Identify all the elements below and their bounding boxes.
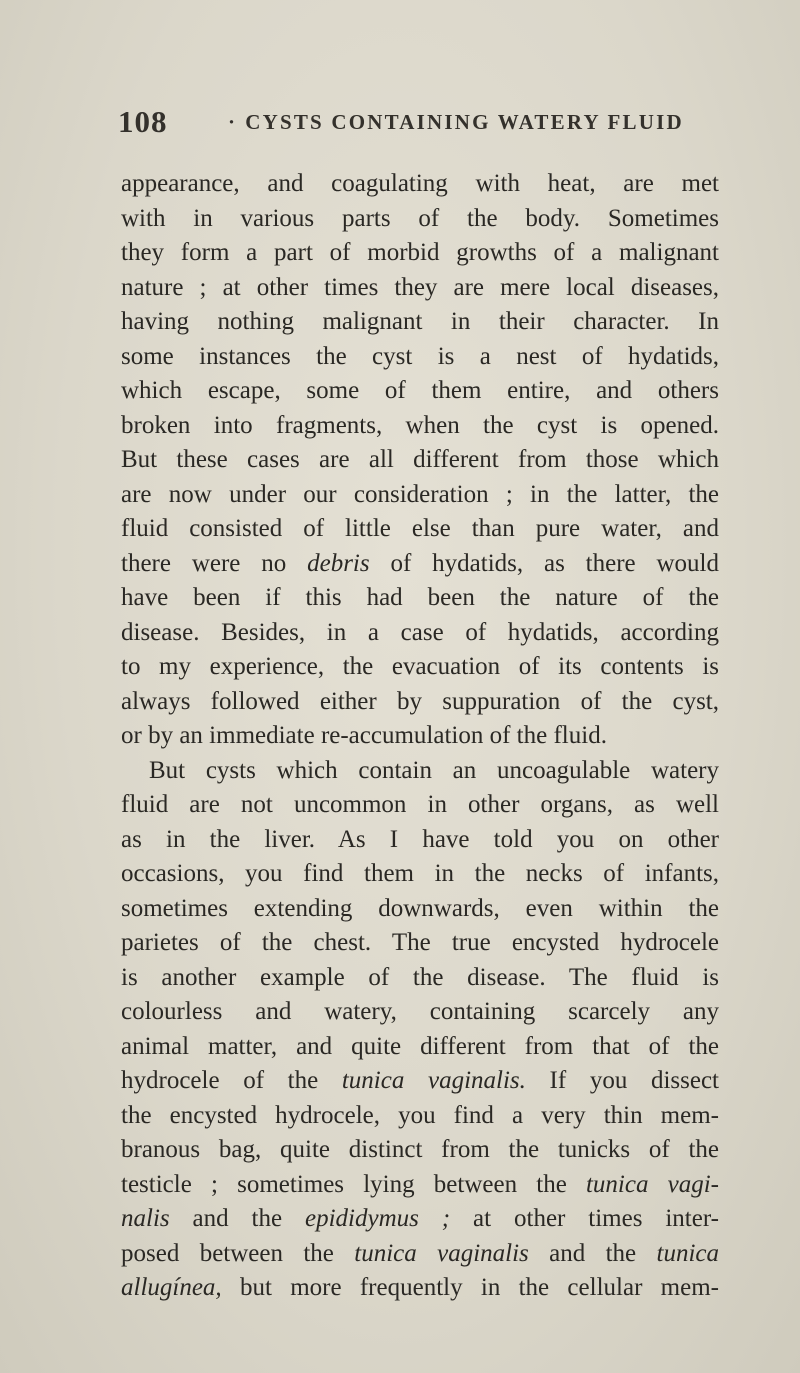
text-span: but more frequently in the cellular mem-	[221, 1274, 719, 1301]
running-title-text: CYSTS CONTAINING WATERY FLUID	[245, 110, 684, 134]
text-line	[121, 892, 719, 927]
text-span: is another example of the disease. The fluid is	[121, 963, 719, 991]
text-span: of hydatids, as there would	[369, 549, 719, 577]
italic-text: tunica vagi-	[585, 1170, 720, 1198]
text-line	[121, 1099, 719, 1134]
text-span: are now under our consideration ; in the latter, the	[121, 480, 719, 508]
text-span: branous bag, quite distinct from the tunicks of the	[121, 1136, 719, 1163]
text-line	[121, 512, 719, 547]
text-line	[121, 236, 719, 271]
text-line	[121, 1133, 719, 1168]
text-span: and the	[169, 1205, 306, 1232]
text-line	[121, 271, 719, 306]
text-span: some instances the cyst is a nest of hydatids,	[121, 342, 719, 370]
text-span: they form a part of morbid growths of a malignant	[121, 239, 719, 266]
text-span: always followed either by suppuration of the cyst,	[121, 687, 719, 715]
page-number: 108	[118, 104, 168, 139]
body-text	[121, 167, 719, 1306]
text-line	[121, 340, 719, 375]
italic-text: tunica	[656, 1239, 719, 1267]
text-span: occasions, you find them in the necks of infants,	[121, 860, 719, 887]
text-line	[121, 443, 719, 478]
italic-text: debris	[307, 549, 370, 577]
text-span: disease. Besides, in a case of hydatids, according	[121, 618, 719, 646]
text-span: or by an immediate re-accumulation of the fluid.	[121, 722, 607, 749]
text-line	[121, 788, 719, 823]
text-line	[121, 1237, 719, 1272]
text-line	[121, 926, 719, 961]
text-line	[121, 202, 719, 237]
text-span: fluid are not uncommon in other organs, as well	[121, 791, 719, 818]
text-line	[121, 754, 719, 789]
text-line	[121, 650, 719, 685]
text-span: fluid consisted of little else than pure water, and	[121, 515, 719, 542]
text-line	[121, 961, 719, 996]
text-span: have been if this had been the nature of the	[121, 584, 719, 611]
text-span: with in various parts of the body. Sometimes	[121, 204, 719, 232]
text-span: as in the liver. As I have told you on other	[121, 825, 719, 853]
header-mark: ·	[228, 110, 238, 134]
text-span: testicle ; sometimes lying between the	[121, 1170, 586, 1198]
text-span: having nothing malignant in their character. In	[121, 308, 719, 335]
text-line	[121, 478, 719, 513]
text-line	[121, 167, 719, 202]
text-span: which escape, some of them entire, and others	[121, 377, 719, 404]
text-line	[121, 409, 719, 444]
text-line	[121, 823, 719, 858]
text-span: appearance, and coagulating with heat, are met	[121, 170, 719, 197]
text-span: colourless and watery, containing scarcely any	[121, 998, 719, 1025]
text-span: If you dissect	[525, 1067, 719, 1094]
text-span: at other times inter-	[450, 1205, 719, 1232]
text-span: But these cases are all different from those which	[121, 446, 719, 473]
text-line	[121, 995, 719, 1030]
text-span: there were no	[121, 549, 308, 577]
text-line	[121, 374, 719, 409]
italic-text: epididymus ;	[305, 1205, 451, 1232]
text-line	[121, 857, 719, 892]
text-line	[121, 547, 719, 582]
text-line	[121, 1168, 719, 1203]
text-span: But cysts which contain an uncoagulable watery	[149, 756, 719, 784]
running-title	[228, 110, 684, 135]
text-span: parietes of the chest. The true encysted hydrocele	[121, 929, 719, 956]
italic-text: allugínea,	[121, 1274, 222, 1301]
text-line	[121, 1271, 719, 1306]
text-line	[121, 1202, 719, 1237]
italic-text: tunica vaginalis.	[341, 1067, 526, 1094]
italic-text: nalis	[121, 1205, 170, 1232]
text-span: and the	[528, 1239, 657, 1267]
text-span: to my experience, the evacuation of its contents is	[121, 653, 719, 680]
text-span: broken into fragments, when the cyst is opened.	[121, 411, 719, 439]
text-line	[121, 581, 719, 616]
text-line	[121, 1030, 719, 1065]
text-span: animal matter, and quite different from that of the	[121, 1032, 719, 1060]
text-line	[121, 305, 719, 340]
page-header	[118, 104, 738, 144]
text-line	[121, 1064, 719, 1099]
text-span: nature ; at other times they are mere local diseases,	[121, 273, 719, 301]
text-span: sometimes extending downwards, even within the	[121, 894, 719, 922]
italic-text: tunica vaginalis	[354, 1239, 529, 1267]
text-span: posed between the	[121, 1239, 355, 1267]
text-line	[121, 685, 719, 720]
text-span: the encysted hydrocele, you find a very thin mem-	[121, 1101, 719, 1129]
text-line	[121, 719, 719, 754]
text-span: hydrocele of the	[121, 1067, 342, 1094]
text-line	[121, 616, 719, 651]
